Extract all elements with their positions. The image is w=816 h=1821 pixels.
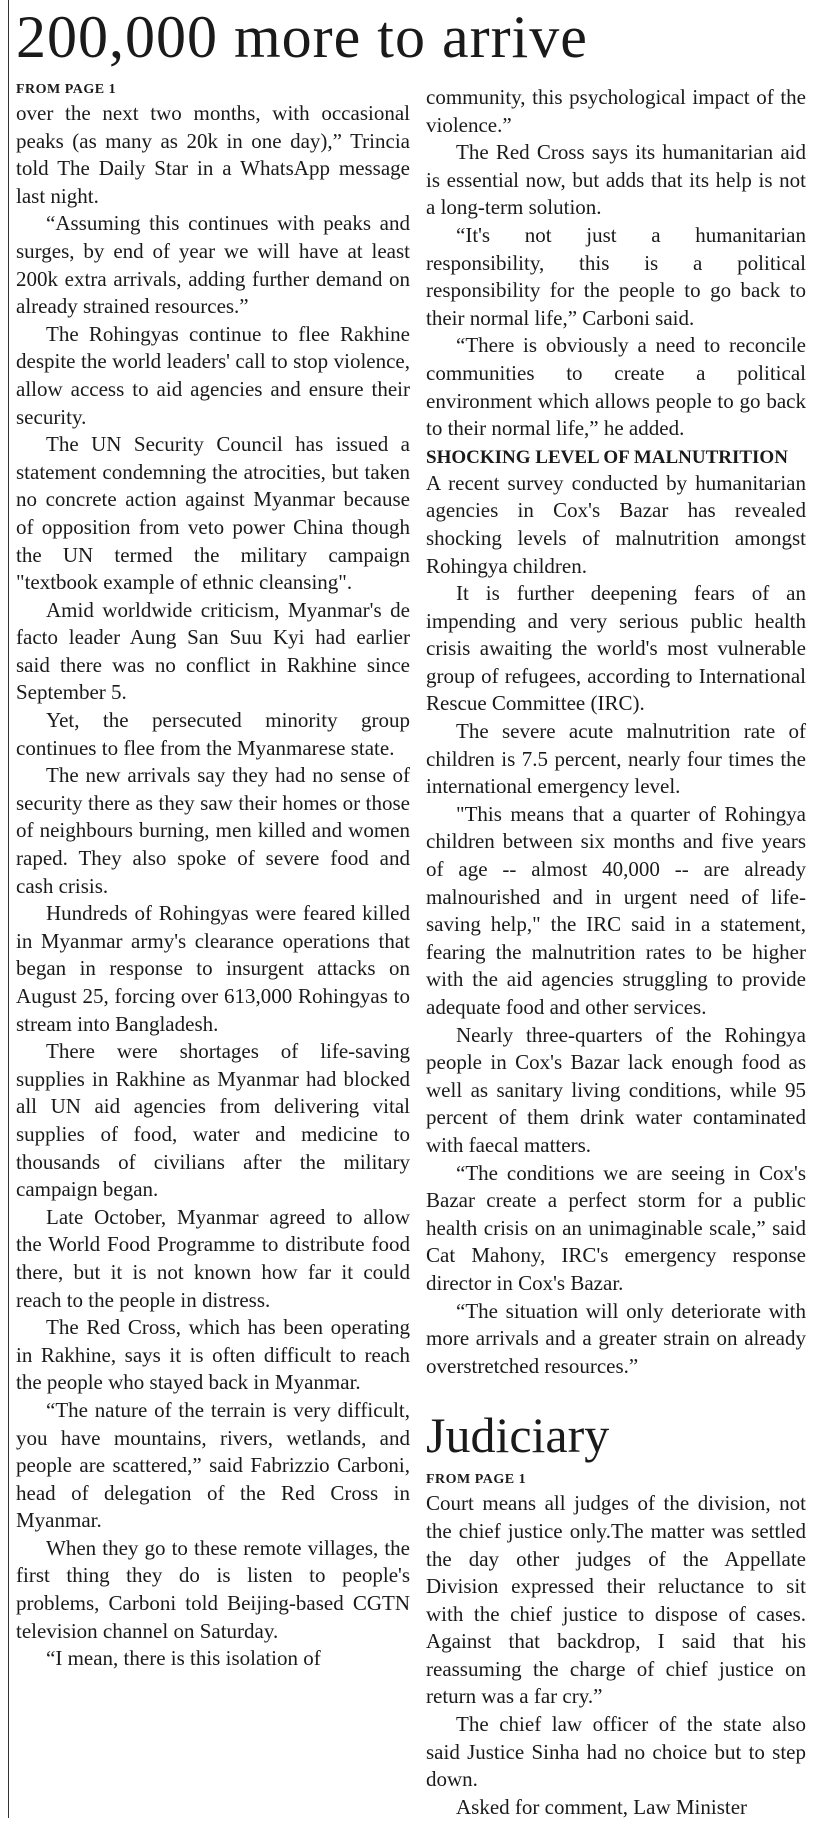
paragraph: over the next two months, with occasional peaks (as many as 20k in one day),” Trincia told The Daily Star in a WhatsApp message last night. (16, 101, 410, 208)
kicker: FROM PAGE 1 (16, 82, 117, 97)
paragraph: The Red Cross, which has been operating in Rakhine, says it is often difficult to reach the people who stayed back in Myanmar. (16, 1315, 410, 1395)
paragraph: “There is obviously a need to reconcile communities to create a political environment which allows people to go back to their normal life,” he added. (426, 333, 806, 441)
paragraph: “I mean, there is this isolation of (46, 1646, 321, 1671)
paragraph: “It's not just a humanitarian responsibility, this is a political responsibility for the people to go back to their normal life,” Carboni said. (426, 222, 806, 330)
paragraph: The Red Cross says its humanitarian aid is essential now, but adds that its help is not a long-term solution. (426, 140, 806, 220)
paragraph: “Assuming this continues with peaks and surges, by end of year we will have at least 200k extra arrivals, adding further demand on already strained resources.” (16, 211, 410, 319)
paragraph: The chief law officer of the state also said Justice Sinha had no choice but to step down. (426, 1712, 806, 1792)
paragraph: community, this psychological impact of the violence.” (426, 85, 806, 137)
paragraph: “The situation will only deteriorate with more arrivals and a greater strain on already overstretched resources.” (426, 1298, 806, 1378)
left-column (16, 80, 410, 1673)
paragraph: A recent survey conducted by humanitarian agencies in Cox's Bazar has revealed shocking levels of malnutrition amongst Rohingya children. (426, 470, 806, 578)
paragraph: "This means that a quarter of Rohingya children between six months and five years of age -- almost 40,000 -- are already malnourished and in urgent need of life-saving help," the IRC said in a statement, fearing the malnutrition rates to be higher with the aid agencies struggling to provide adequate food and other services. (426, 801, 806, 1019)
paragraph: The severe acute malnutrition rate of children is 7.5 percent, nearly four times the international emergency level. (426, 719, 806, 799)
right-column (426, 84, 806, 1821)
paragraph: When they go to these remote villages, the first thing they do is listen to people's problems, Carboni told Beijing-based CGTN television channel on Saturday. (16, 1535, 410, 1643)
paragraph: “The conditions we are seeing in Cox's Bazar create a perfect storm for a public health crisis on an unimaginable scale,” said Cat Mahony, IRC's emergency response director in Cox's Bazar. (426, 1160, 806, 1295)
subheading: SHOCKING LEVEL OF MALNUTRITION (426, 446, 788, 468)
column-rule (8, 0, 9, 1818)
paragraph: There were shortages of life-saving supplies in Rakhine as Myanmar had blocked all UN aid agencies from delivering vital supplies of food, water and medicine to thousands of civilians after the military campaign began. (16, 1039, 410, 1202)
paragraph: Asked for comment, Law Minister (456, 1794, 748, 1819)
paragraph: Hundreds of Rohingyas were feared killed in Myanmar army's clearance operations that began in response to insurgent attacks on August 25, forcing over 613,000 Rohingyas to stream into Bangladesh. (16, 901, 410, 1036)
paragraph: Late October, Myanmar agreed to allow the World Food Programme to distribute food there, but it is not known how far it could reach to the people in distress. (16, 1204, 410, 1312)
section-headline: Judiciary (426, 1407, 610, 1464)
paragraph: The new arrivals say they had no sense of security there as they saw their homes or those of neighbours burning, men killed and women raped. They also spoke of severe food and cash crisis. (16, 763, 410, 898)
paragraph: Yet, the persecuted minority group continues to flee from the Myanmarese state. (16, 708, 410, 760)
paragraph: “The nature of the terrain is very difficult, you have mountains, rivers, wetlands, and people are scattered,” said Fabrizzio Carboni, head of delegation of the Red Cross in Myanmar. (16, 1397, 410, 1533)
paragraph: It is further deepening fears of an impending and very serious public health crisis awaiting the world's most vulnerable group of refugees, according to International Rescue Committee (IRC). (426, 581, 806, 716)
headline: 200,000 more to arrive (16, 4, 588, 70)
paragraph: Amid worldwide criticism, Myanmar's de facto leader Aung San Suu Kyi had earlier said there was no conflict in Rakhine since September 5. (16, 597, 410, 705)
paragraph: Nearly three-quarters of the Rohingya people in Cox's Bazar lack enough food as well as sanitary living conditions, while 95 percent of them drink water contaminated with faecal matters. (426, 1022, 806, 1157)
paragraph: The Rohingyas continue to flee Rakhine despite the world leaders' call to stop violence, allow access to aid agencies and ensure their security. (16, 321, 410, 429)
paragraph: The UN Security Council has issued a statement condemning the atrocities, but taken no concrete action against Myanmar because of opposition from veto power China though the UN termed the military campaign "textbook example of ethnic cleansing". (16, 432, 410, 595)
kicker: FROM PAGE 1 (426, 1472, 527, 1488)
paragraph: Court means all judges of the division, not the chief justice only.The matter was settled the day other judges of the Appellate Division expressed their reluctance to sit with the chief justice to dispose of cases. Against that backdrop, I said that his reassuming the charge of chief justice on return was a far cry.” (426, 1491, 806, 1709)
